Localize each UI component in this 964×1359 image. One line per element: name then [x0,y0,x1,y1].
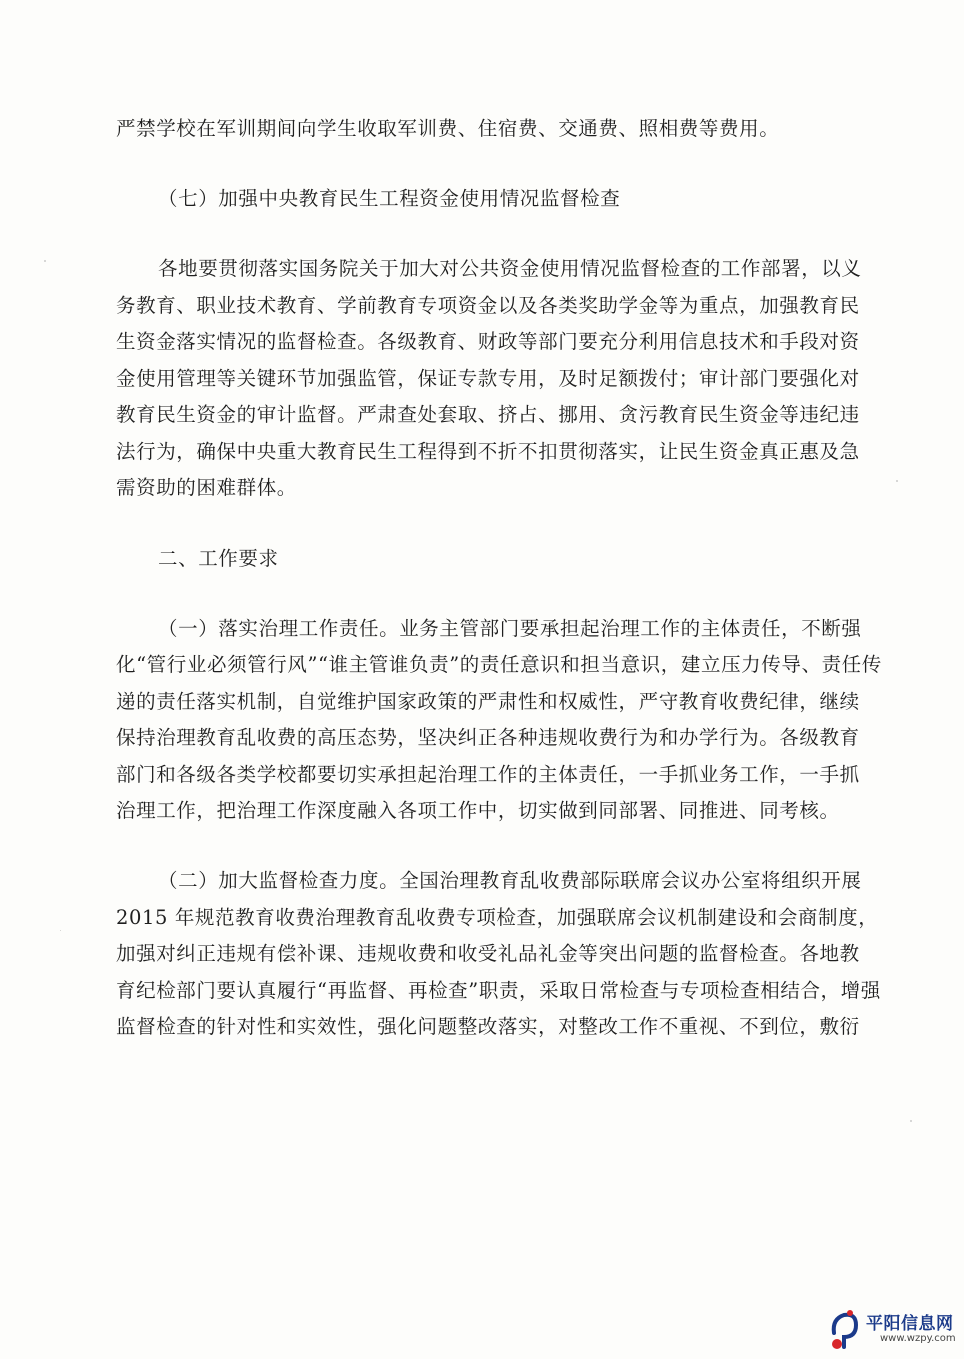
paragraph-line: 部门和各级各类学校都要切实承担起治理工作的主体责任，一手抓业务工作，一手抓 [116,763,860,786]
watermark-title: 平阳信息网 [866,1314,954,1334]
paragraph-line: 需资助的困难群体。 [116,476,297,499]
paragraph-line: 各地要贯彻落实国务院关于加大对公共资金使用情况监督检查的工作部署，以义 [158,257,862,280]
paragraph-line: 递的责任落实机制，自觉维护国家政策的严肃性和权威性，严守教育收费纪律，继续 [116,690,860,713]
paragraph-line: 化“管行业必须管行风”“谁主管谁负责”的责任意识和担当意识，建立压力传导、责任传 [116,653,882,676]
pingyang-logo-icon [828,1307,862,1351]
scan-speck [910,1120,912,1122]
site-watermark [828,1307,954,1353]
paragraph-line: 保持治理教育乱收费的高压态势，坚决纠正各种违规收费行为和办学行为。各级教育 [116,726,860,749]
scan-speck [60,930,61,931]
section-heading-2: 二、工作要求 [158,547,279,570]
scan-speck [896,480,898,482]
paragraph-line: 教育民生资金的审计监督。严肃查处套取、挤占、挪用、贪污教育民生资金等违纪违 [116,403,860,426]
scan-speck [44,260,46,262]
paragraph-line: 治理工作，把治理工作深度融入各项工作中，切实做到同部署、同推进、同考核。 [116,799,840,822]
paragraph-line: 育纪检部门要认真履行“再监督、再检查”职责，采取日常检查与专项检查相结合，增强 [116,979,881,1002]
section-heading-7: （七）加强中央教育民生工程资金使用情况监督检查 [158,187,621,210]
paragraph-line: 务教育、职业技术教育、学前教育专项资金以及各类奖助学金等为重点，加强教育民 [116,294,860,317]
paragraph-line: 加强对纠正违规有偿补课、违规收费和收受礼品礼金等突出问题的监督检查。各地教 [116,942,860,965]
paragraph-line: 2015 年规范教育收费治理教育乱收费专项检查，加强联席会议机制建设和会商制度， [116,906,879,929]
paragraph-line: 金使用管理等关键环节加强监管，保证专款专用，及时足额拨付；审计部门要强化对 [116,367,860,390]
paragraph-line: 法行为，确保中央重大教育民生工程得到不折不扣贯彻落实，让民生资金真正惠及急 [116,440,860,463]
paragraph-line: 监督检查的针对性和实效性，强化问题整改落实，对整改工作不重视、不到位，敷衍 [116,1015,860,1038]
text-line-1: 严禁学校在军训期间向学生收取军训费、住宿费、交通费、照相费等费用。 [116,117,780,140]
paragraph-line: （一）落实治理工作责任。业务主管部门要承担起治理工作的主体责任，不断强 [158,617,862,640]
watermark-url: www.wzpy.com [880,1333,956,1344]
paragraph-line: 生资金落实情况的监督检查。各级教育、财政等部门要充分利用信息技术和手段对资 [116,330,860,353]
paragraph-line: （二）加大监督检查力度。全国治理教育乱收费部际联席会议办公室将组织开展 [158,869,862,892]
